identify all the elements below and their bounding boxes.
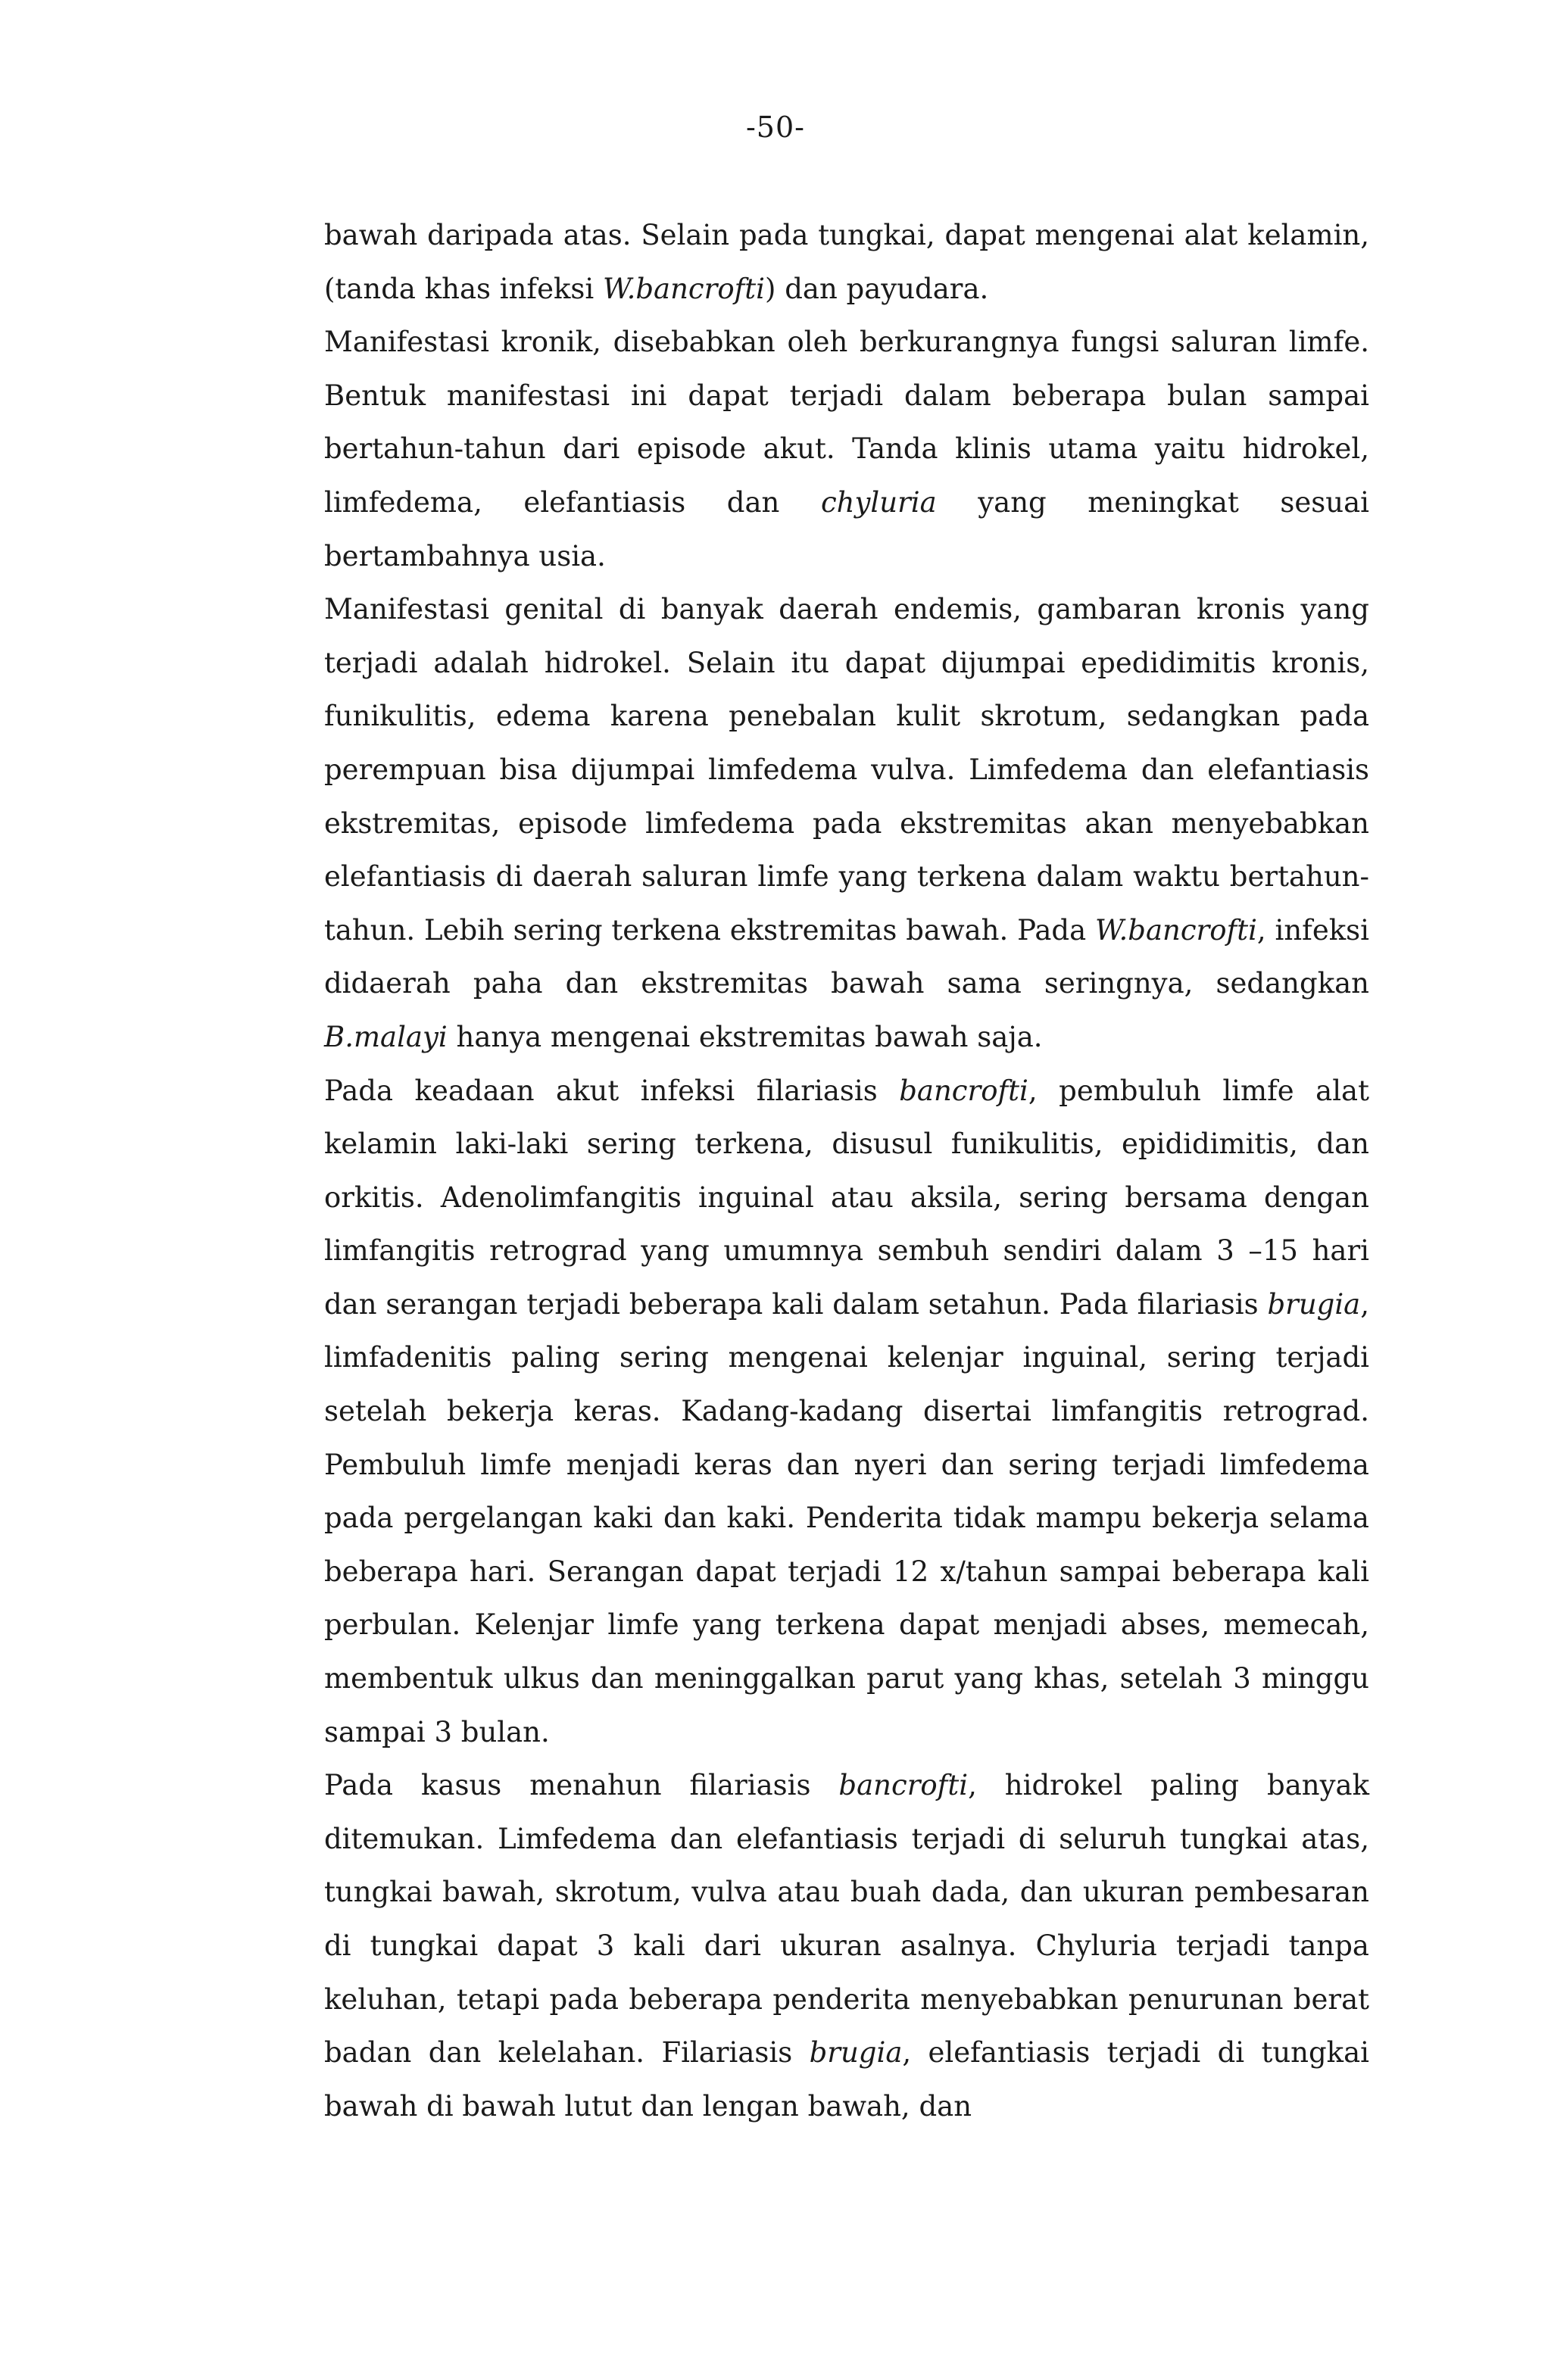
text-run: Manifestasi genital di banyak daerah endemis, gambaran kronis yang terjadi adalah hidrokel. Selain itu dapat dijumpai epedidimitis kronis, funikulitis, edema karena penebalan kulit skrotum, sedangkan pada perempuan bisa dijumpai limfedema vulva. Limfedema dan elefantiasis ekstremitas, episode limfedema pada ekstremitas akan menyebabkan elefantiasis di daerah saluran limfe yang terkena dalam waktu bertahun-tahun. Lebih sering terkena ekstremitas bawah. Pada — [324, 593, 1369, 947]
italic-term: chyluria — [820, 485, 937, 519]
italic-term: brugia — [809, 2036, 903, 2070]
text-run: Pada keadaan akut infeksi filariasis — [324, 1074, 900, 1107]
document-body — [324, 209, 1369, 2133]
text-run: yang meningkat sesuai bertambahnya usia. — [324, 485, 1369, 572]
text-run: hanya mengenai ekstremitas bawah saja. — [447, 1020, 1043, 1053]
text-run: Manifestasi kronik, disebabkan oleh berkurangnya fungsi saluran limfe. Bentuk manifestasi ini dapat terjadi dalam beberapa bulan sampai bertahun-tahun dari episode akut. Tanda klinis utama yaitu hidrokel, limfedema, elefantiasis dan — [324, 326, 1369, 519]
text-run: , pembuluh limfe alat kelamin laki-laki sering terkena, disusul funikulitis, epididimitis, dan orkitis. Adenolimfangitis inguinal atau aksila, sering bersama dengan limfangitis retrograd yang umumnya sembuh sendiri dalam 3 –15 hari dan serangan terjadi beberapa kali dalam setahun. Pada filariasis — [324, 1074, 1369, 1321]
body-paragraph — [324, 1759, 1369, 2133]
body-paragraph — [324, 583, 1369, 1064]
text-run: bawah daripada atas. Selain pada tungkai, dapat mengenai alat kelamin, (tanda khas infeksi — [324, 219, 1369, 305]
page-number: -50- — [745, 111, 806, 144]
text-run: ) dan payudara. — [765, 272, 989, 305]
italic-term: brugia — [1267, 1287, 1361, 1321]
italic-term: bancrofti — [899, 1074, 1028, 1107]
body-paragraph — [324, 209, 1369, 316]
italic-term: W.bancrofti — [1094, 913, 1257, 947]
text-run: , infeksi didaerah paha dan ekstremitas bawah sama seringnya, sedangkan — [324, 913, 1369, 1000]
italic-term: B.malayi — [324, 1020, 448, 1053]
body-paragraph — [324, 1065, 1369, 1760]
text-run: Pada kasus menahun filariasis — [324, 1769, 839, 1802]
italic-term: bancrofti — [838, 1769, 969, 1802]
body-paragraph — [324, 316, 1369, 583]
text-run: , limfadenitis paling sering mengenai kelenjar inguinal, sering terjadi setelah bekerja keras. Kadang-kadang disertai limfangitis retrograd. Pembuluh limfe menjadi keras dan nyeri dan sering terjadi limfedema pada pergelangan kaki dan kaki. Penderita tidak mampu bekerja selama beberapa hari. Serangan dapat terjadi 12 x/tahun sampai beberapa kali perbulan. Kelenjar limfe yang terkena dapat menjadi abses, memecah, membentuk ulkus dan meninggalkan parut yang khas, setelah 3 minggu sampai 3 bulan. — [324, 1287, 1369, 1748]
italic-term: W.bancrofti — [603, 272, 765, 305]
text-run: , elefantiasis terjadi di tungkai bawah di bawah lutut dan lengan bawah, dan — [324, 2036, 1369, 2123]
text-run: , hidrokel paling banyak ditemukan. Limfedema dan elefantiasis terjadi di seluruh tungkai atas, tungkai bawah, skrotum, vulva atau buah dada, dan ukuran pembesaran di tungkai dapat 3 kali dari ukuran asalnya. Chyluria terjadi tanpa keluhan, tetapi pada beberapa penderita menyebabkan penurunan berat badan dan kelelahan. Filariasis — [324, 1769, 1370, 2070]
